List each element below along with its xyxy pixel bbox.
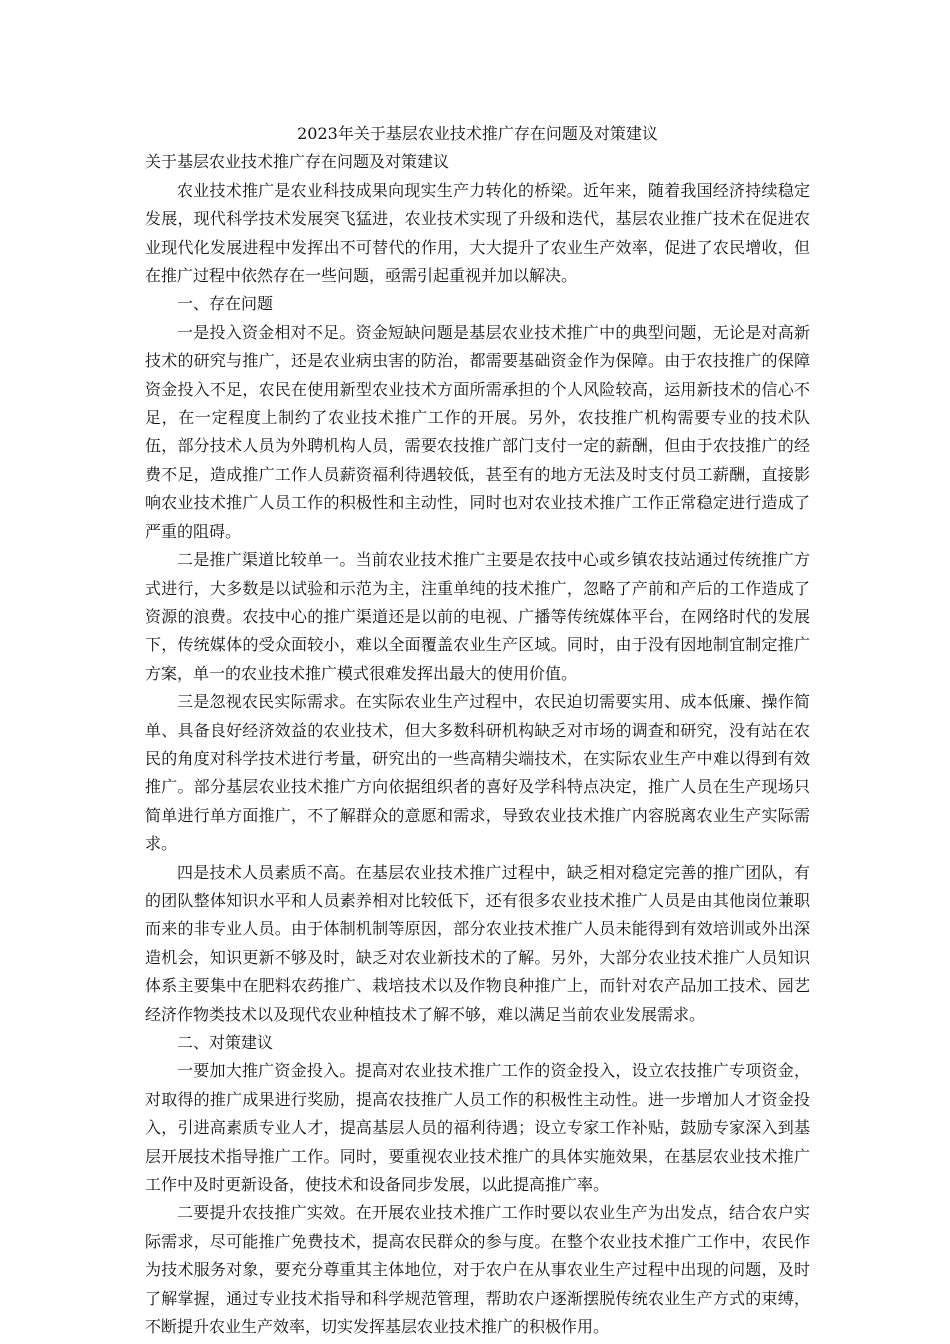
problem-paragraph-4: 四是技术人员素质不高。在基层农业技术推广过程中，缺乏相对稳定完善的推广团队，有的团队整体知识水平和人员素养相对比较低下，还有很多农业技术推广人员是由其他岗位兼职而来的非专业人员。由于体制机制等原因，部分农业技术推广人员未能得到有效培训或外出深造机会，知识更新不够及时，缺乏对农业新技术的了解。另外，大部分农业技术推广人员知识体系主要集中在肥料农药推广、栽培技术以及作物良种推广上，而针对农产品加工技术、园艺经济作物类技术以及现代农业种植技术了解不够，难以满足当前农业发展需求。 — [145, 862, 810, 1024]
document-page — [145, 120, 810, 1341]
document-subtitle: 关于基层农业技术推广存在问题及对策建议 — [145, 152, 450, 172]
intro-paragraph: 农业技术推广是农业科技成果向现实生产力转化的桥梁。近年来，随着我国经济持续稳定发展，现代科学技术发展突飞猛进，农业技术实现了升级和迭代，基层农业推广技术在促进农业现代化发展进程中发挥出不可替代的作用，大大提升了农业生产效率，促进了农民增收，但在推广过程中依然存在一些问题，亟需引起重视并加以解决。 — [145, 180, 810, 286]
problem-paragraph-2: 二是推广渠道比较单一。当前农业技术推广主要是农技中心或乡镇农技站通过传统推广方式进行，大多数是以试验和示范为主，注重单纯的技术推广，忽略了产前和产后的工作造成了资源的浪费。农技中心的推广渠道还是以前的电视、广播等传统媒体平台，在网络时代的发展下，传统媒体的受众面较小，难以全面覆盖农业生产区域。同时，由于没有因地制宜制定推广方案，单一的农业技术推广模式很难发挥出最大的使用价值。 — [145, 550, 810, 683]
problem-paragraph-3: 三是忽视农民实际需求。在实际农业生产过程中，农民迫切需要实用、成本低廉、操作简单、具备良好经济效益的农业技术，但大多数科研机构缺乏对市场的调查和研究，没有站在农民的角度对科学技术进行考量，研究出的一些高精尖端技术，在实际农业生产中难以得到有效推广。部分基层农业技术推广方向依据组织者的喜好及学科特点决定，推广人员在生产现场只简单进行单方面推广，不了解群众的意愿和需求，导致农业技术推广内容脱离农业生产实际需求。 — [145, 692, 810, 854]
suggestion-paragraph-1: 一要加大推广资金投入。提高对农业技术推广工作的资金投入，设立农技推广专项资金，对取得的推广成果进行奖励，提高农技推广人员工作的积极性主动性。进一步增加人才资金投入，引进高素质专业人才，提高基层人员的福利待遇；设立专家工作补贴，鼓励专家深入到基层开展技术指导推广工作。同时，要重视农业技术推广的具体实施效果，在基层农业技术推广工作中及时更新设备，使技术和设备同步发展，以此提高推广率。 — [145, 1061, 810, 1195]
section-heading-suggestions: 二、对策建议 — [177, 1033, 274, 1052]
problem-paragraph-1: 一是投入资金相对不足。资金短缺问题是基层农业技术推广中的典型问题，无论是对高新技术的研究与推广，还是农业病虫害的防治，都需要基础资金作为保障。由于农技推广的保障资金投入不足，农民在使用新型农业技术方面所需承担的个人风险较高，运用新技术的信心不足，在一定程度上制约了农业技术推广工作的开展。另外，农技推广机构需要专业的技术队伍，部分技术人员为外聘机构人员，需要农技推广部门支付一定的薪酬，但由于农技推广的经费不足，造成推广工作人员薪资福利待遇较低，甚至有的地方无法及时支付员工薪酬，直接影响农业技术推广人员工作的积极性和主动性，同时也对农业技术推广工作正常稳定进行造成了严重的阻碍。 — [145, 322, 810, 541]
suggestion-paragraph-2: 二要提升农技推广实效。在开展农业技术推广工作时要以农业生产为出发点，结合农户实际需求，尽可能推广免费技术，提高农民群众的参与度。在整个农业技术推广工作中，农民作为技术服务对象，要充分尊重其主体地位，对于农户在从事农业生产过程中出现的问题，及时了解掌握，通过专业技术指导和科学规范管理，帮助农户逐渐摆脱传统农业生产方式的束缚，不断提升农业生产效率，切实发挥基层农业技术推广的积极作用。 — [145, 1203, 810, 1337]
document-title: 2023年关于基层农业技术推广存在问题及对策建议 — [297, 124, 658, 143]
section-heading-problems: 一、存在问题 — [177, 294, 274, 314]
